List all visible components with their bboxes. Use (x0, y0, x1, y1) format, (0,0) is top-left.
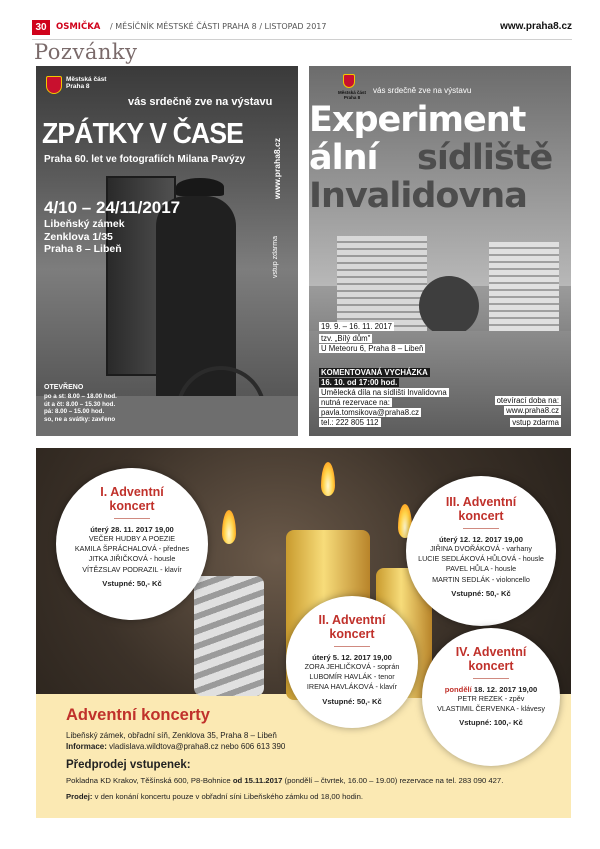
concert-date: úterý 12. 12. 2017 19,00 (438, 534, 524, 544)
poster2-title-line2b: sídliště (417, 138, 553, 178)
concert-date (422, 685, 560, 694)
concert-date: úterý 5. 12. 2017 19,00 (312, 652, 392, 662)
performer: VLASTIMIL ČERVENKA - klávesy (437, 703, 545, 713)
poster2-art-line: Umělecká díla na sídlišti Invalidovna (321, 388, 447, 397)
sale-text: v den konání koncertu pouze v obřadní síni Libeňského zámku od 18,00 hodin. (94, 792, 364, 801)
poster2-reservation-email[interactable]: pavla.tomsikova@praha8.cz (321, 408, 420, 417)
poster1-dates: 4/10 – 24/11/2017 (44, 198, 181, 217)
page-header (32, 20, 572, 40)
concert-price: Vstupné: 50,- Kč (451, 589, 511, 599)
photo-hat (176, 178, 224, 196)
concert-bubble-1 (56, 468, 208, 620)
poster1-city-line: Praha 8 (66, 83, 90, 91)
presale-text: Pokladna KD Krakov, Těšínská 600, P8-Bohnice (66, 776, 231, 785)
photo-building (489, 242, 559, 332)
concert-bubble-4 (422, 628, 560, 766)
concert-bubble-2 (286, 596, 418, 728)
opening-heading: OTEVŘENO (44, 384, 84, 391)
concert-title: II. Adventní (318, 613, 386, 627)
divider (114, 518, 150, 519)
advent-info (66, 742, 285, 751)
sale-info (66, 792, 363, 801)
concert-day: pondělí (444, 684, 472, 694)
divider (463, 528, 499, 529)
section-title: Pozvánky (34, 40, 138, 64)
poster2-place-line1: tzv. „Bílý dům" (321, 334, 371, 343)
poster2-invite: vás srdečně zve na výstavu (373, 86, 472, 95)
performer: LUBOMÍR HAVLÁK - tenor (309, 671, 395, 681)
poster2-tour-line2: 16. 10. od 17:00 hod. (321, 378, 398, 387)
concert-title: koncert (468, 658, 514, 673)
poster2-title-line1: Experiment (309, 100, 526, 140)
poster2-place-line2: U Meteoru 6, Praha 8 – Libeň (321, 344, 424, 353)
poster2-dates: 19. 9. – 16. 11. 2017 (321, 322, 392, 331)
poster1-city (66, 76, 126, 91)
concert-title: koncert (329, 626, 375, 641)
divider (334, 646, 370, 647)
performer: PAVEL HŮLA - housle (445, 564, 517, 574)
concert-bubble-3 (406, 476, 556, 626)
performer: PETR REZEK - zpěv (457, 693, 525, 703)
performer: ZORA JEHLIČKOVÁ - soprán (304, 661, 400, 671)
header-url-link[interactable]: www.praha8.cz (500, 21, 572, 32)
advent-address: Libeňský zámek, obřadní síň, Zenklova 35, Praha 8 – Libeň (66, 731, 277, 740)
concert-title: IV. Adventní (455, 645, 527, 659)
advent-heading: Adventní koncerty (66, 706, 210, 724)
performer: VÍTĚZSLAV PODRAZIL - klavír (82, 564, 182, 574)
sale-label: Prodej: (66, 792, 93, 801)
performer: MARTIN SEDLÁK - violoncello (432, 574, 530, 584)
concert-date: úterý 28. 11. 2017 19,00 (90, 524, 174, 534)
poster1-venue (44, 218, 125, 256)
performer: JIŘINA DVOŘÁKOVÁ - varhany (430, 543, 532, 553)
opening-line: po a st: 8.00 – 18.00 hod. (44, 392, 117, 400)
opening-line: pá: 8.00 – 15.00 hod. (44, 408, 105, 416)
poster1-city-line: Městská část (66, 76, 107, 83)
flame-icon (222, 510, 236, 544)
poster1-side-url: www.praha8.cz (272, 138, 282, 200)
advent-concerts-ad (36, 448, 571, 818)
concert-title: I. Adventní (100, 485, 164, 499)
info-label: Informace: (66, 742, 107, 751)
poster2-hours-url[interactable]: www.praha8.cz (506, 406, 559, 415)
concert-title: III. Adventní (445, 495, 517, 509)
poster2-title-line2a: ální (309, 138, 378, 178)
poster2-title-line3: Invalidovna (309, 176, 527, 216)
performer: IRENA HAVLÁKOVÁ - klavír (306, 682, 398, 692)
silver-candle (194, 576, 264, 696)
poster2-reservation-line1: nutná rezervace na: (321, 398, 390, 407)
poster1-invite: vás srdečně zve na výstavu (128, 96, 273, 108)
opening-line: so, ne a svátky: zavřeno (44, 416, 116, 423)
performer: KAMILA ŠPRÁCHALOVÁ - přednes (74, 543, 190, 553)
concert-date-text: 18. 12. 2017 19,00 (473, 684, 538, 694)
flame-icon (321, 462, 335, 496)
magazine-subtitle: / MĚSÍČNÍK MĚSTSKÉ ČÁSTI PRAHA 8 / LISTOPAD 2017 (110, 22, 327, 31)
venue-line: Zenklova 1/35 (44, 230, 113, 243)
praha8-crest-icon (46, 76, 62, 94)
photo-building (337, 236, 427, 331)
poster1-opening-hours (44, 384, 117, 424)
magazine-name: OSMIČKA (56, 22, 101, 32)
concert-title: koncert (109, 498, 155, 513)
presale-date: od 15.11.2017 (232, 776, 283, 785)
poster2-reservation-phone: tel.: 222 805 112 (321, 418, 379, 427)
info-contact[interactable]: vladislava.wildtova@praha8.cz nebo 606 613 390 (109, 742, 286, 751)
concert-price: Vstupné: 50,- Kč (102, 579, 162, 589)
performer: JITKA JIŘIČKOVÁ - housle (88, 554, 176, 564)
venue-line: Praha 8 – Libeň (44, 243, 122, 256)
poster1-title: ZPÁTKY V ČASE (42, 118, 244, 150)
exhibition-poster-invalidovna (309, 66, 571, 436)
exhibition-poster-zpatky-v-case (36, 66, 298, 436)
concert-title: koncert (458, 508, 504, 523)
poster2-hours-line1: otevírací doba na: (496, 396, 559, 405)
presale-heading: Předprodej vstupenek: (66, 759, 191, 771)
poster2-city: Městská část Praha 8 (337, 90, 367, 100)
presale-text: (pondělí – čtvrtek, 16.00 – 19.00) rezervace na tel. 283 090 427. (284, 776, 504, 785)
concert-price: Vstupné: 100,- Kč (459, 718, 523, 728)
poster2-tour-line1: KOMENTOVANÁ VYCHÁZKA (321, 368, 428, 377)
divider (473, 678, 509, 679)
page-number: 30 (32, 20, 50, 35)
opening-line: út a čt: 8.00 – 15.30 hod. (44, 400, 116, 408)
presale-info (66, 776, 503, 785)
photo-tree (419, 276, 479, 336)
poster2-free: vstup zdarma (512, 418, 559, 427)
concert-price: Vstupné: 50,- Kč (322, 696, 382, 706)
performer: LUCIE SEDLÁKOVÁ HŮLOVÁ - housle (418, 553, 544, 563)
poster1-subtitle: Praha 60. let ve fotografiích Milana Pavýzy (44, 154, 246, 165)
poster1-side-free: vstup zdarma (272, 236, 279, 279)
praha8-crest-icon (343, 74, 355, 88)
performer: VEČER HUDBY A POEZIE (88, 533, 176, 543)
venue-line: Libeňský zámek (44, 218, 125, 230)
